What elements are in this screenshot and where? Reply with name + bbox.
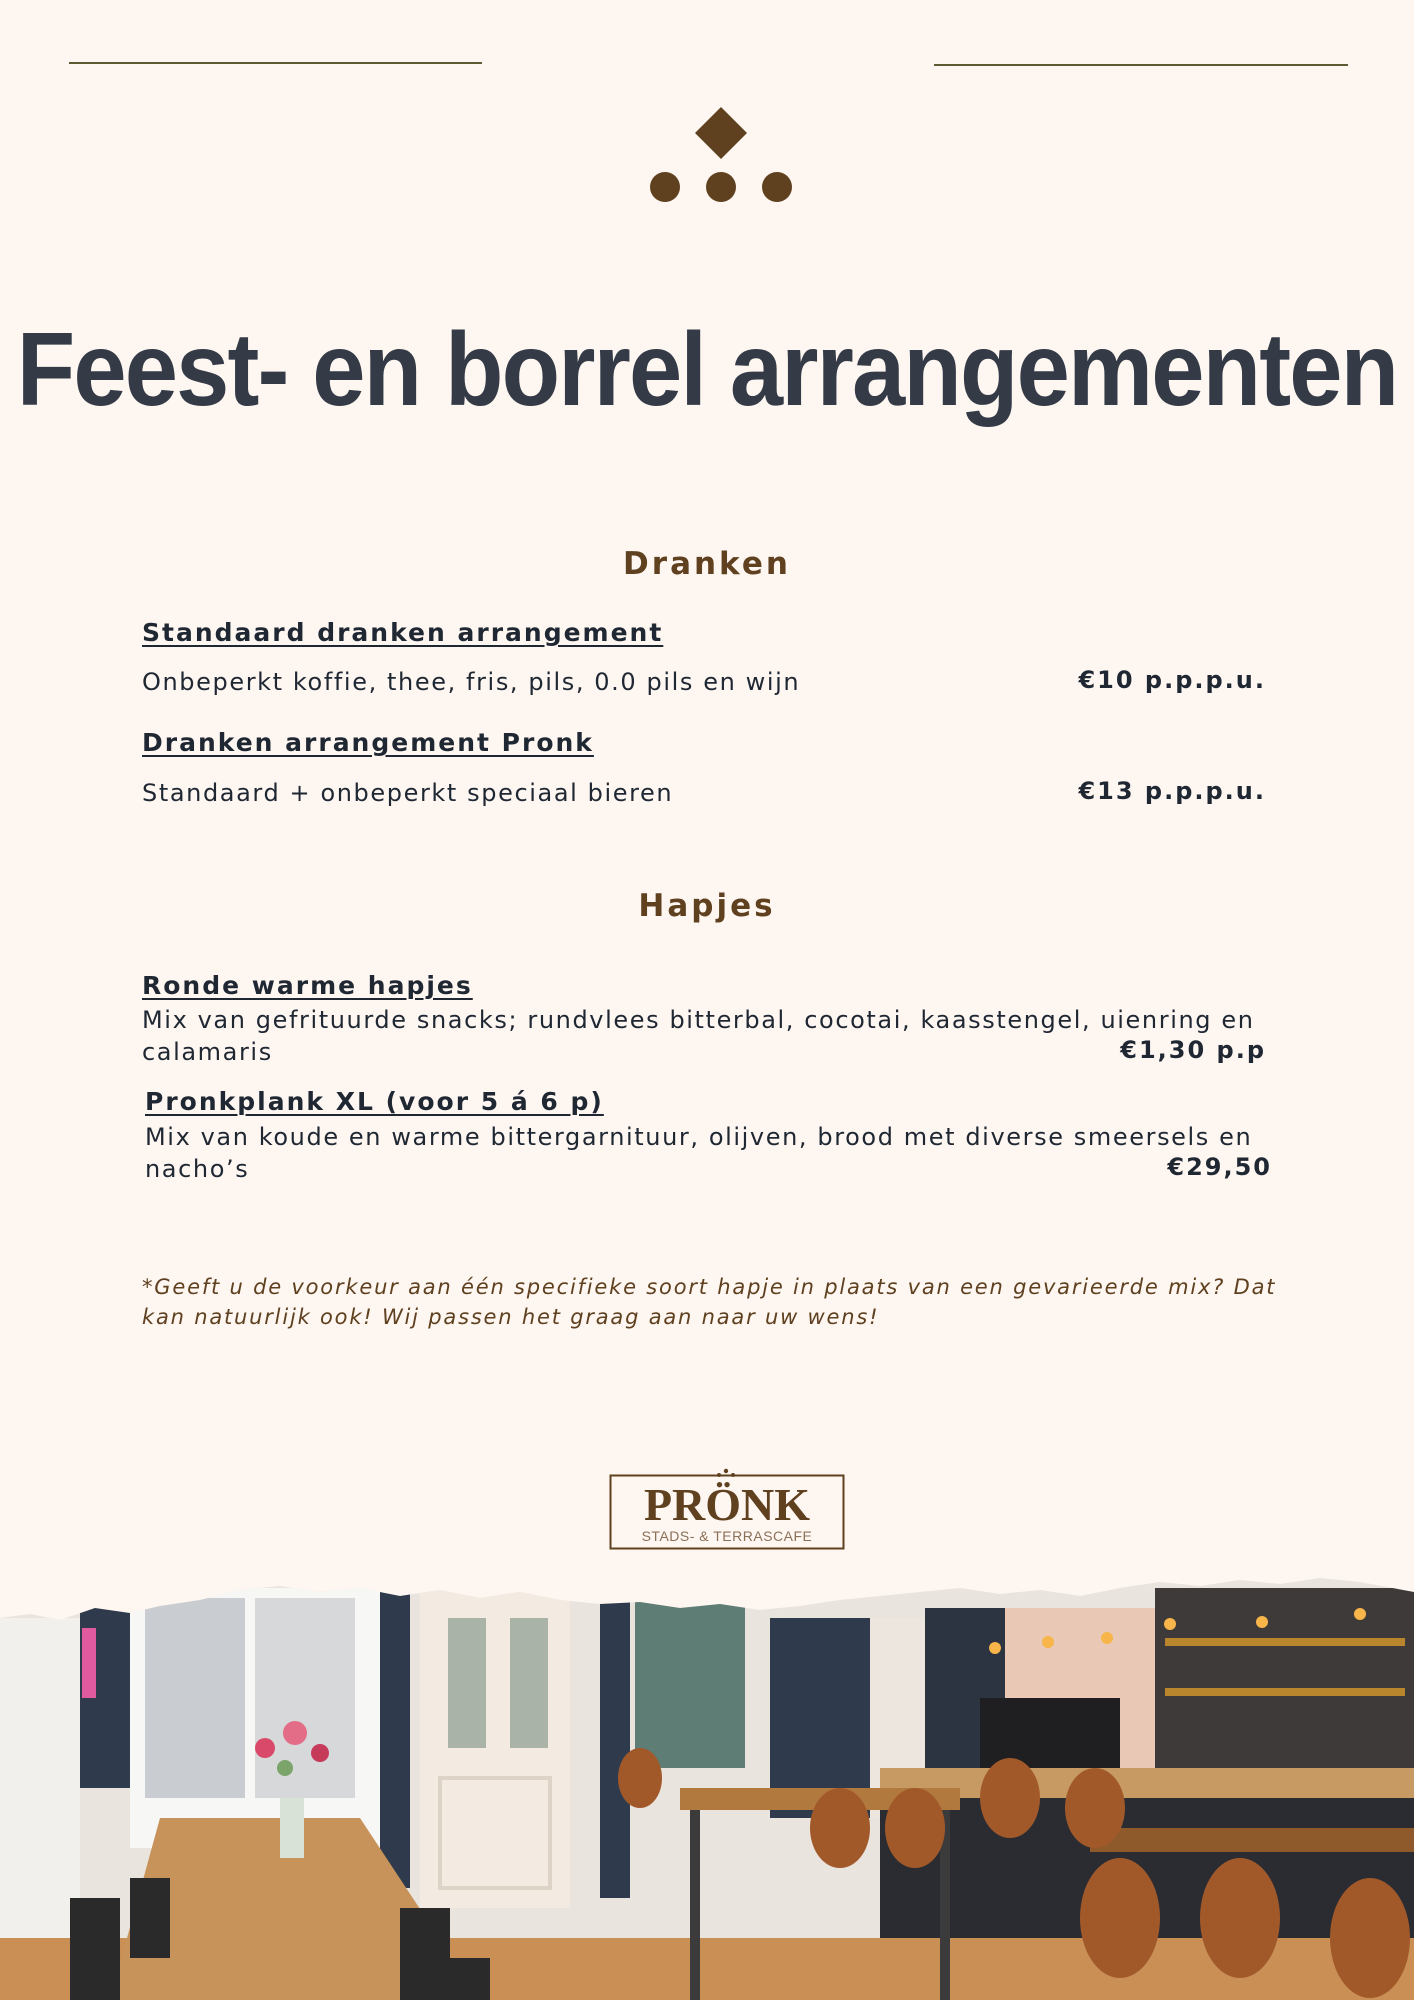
customization-note: *Geeft u de voorkeur aan één specifieke soort hapje in plaats van een gevarieerde mix? Dat kan natuurlijk ook! Wij passen het graag aan naar uw wens! xyxy=(142,1275,1277,1329)
item-price-pronk-drinks: €13 p.p.p.u. xyxy=(1078,777,1266,805)
item-title-pronkplank: Pronkplank XL (voor 5 á 6 p) xyxy=(145,1087,604,1116)
item-title-warm-snacks: Ronde warme hapjes xyxy=(142,971,473,1000)
section-heading-drinks: Dranken xyxy=(623,546,791,582)
logo-wordmark: PRÖNK xyxy=(643,1479,811,1530)
item-description-warm-snacks-line1: Mix van gefrituurde snacks; rundvlees bitterbal, cocotai, kaasstengel, uienring en xyxy=(142,1006,1255,1034)
item-description-pronkplank-line1: Mix van koude en warme bittergarnituur, olijven, brood met diverse smeersels en xyxy=(145,1123,1253,1151)
pronk-logo xyxy=(609,1468,845,1550)
item-price-standard-drinks: €10 p.p.p.u. xyxy=(1078,666,1266,694)
item-description-standard-drinks: Onbeperkt koffie, thee, fris, pils, 0.0 pils en wijn xyxy=(142,668,801,696)
diamond-dots-ornament-icon xyxy=(0,0,1414,220)
item-price-warm-snacks: €1,30 p.p xyxy=(1120,1036,1266,1064)
item-description-pronkplank-line2: nacho’s xyxy=(145,1155,250,1183)
page-title: Feest- en borrel arrangementen xyxy=(16,311,1398,428)
section-heading-snacks: Hapjes xyxy=(638,888,776,924)
item-title-standard-drinks: Standaard dranken arrangement xyxy=(142,618,664,647)
cafe-interior-photo xyxy=(0,1578,1414,2000)
item-description-pronk-drinks: Standaard + onbeperkt speciaal bieren xyxy=(142,779,674,807)
item-description-warm-snacks-line2: calamaris xyxy=(142,1038,273,1066)
item-title-pronk-drinks: Dranken arrangement Pronk xyxy=(142,728,594,757)
item-price-pronkplank: €29,50 xyxy=(1167,1153,1272,1181)
logo-tagline: STADS- & TERRASCAFE xyxy=(641,1528,813,1544)
